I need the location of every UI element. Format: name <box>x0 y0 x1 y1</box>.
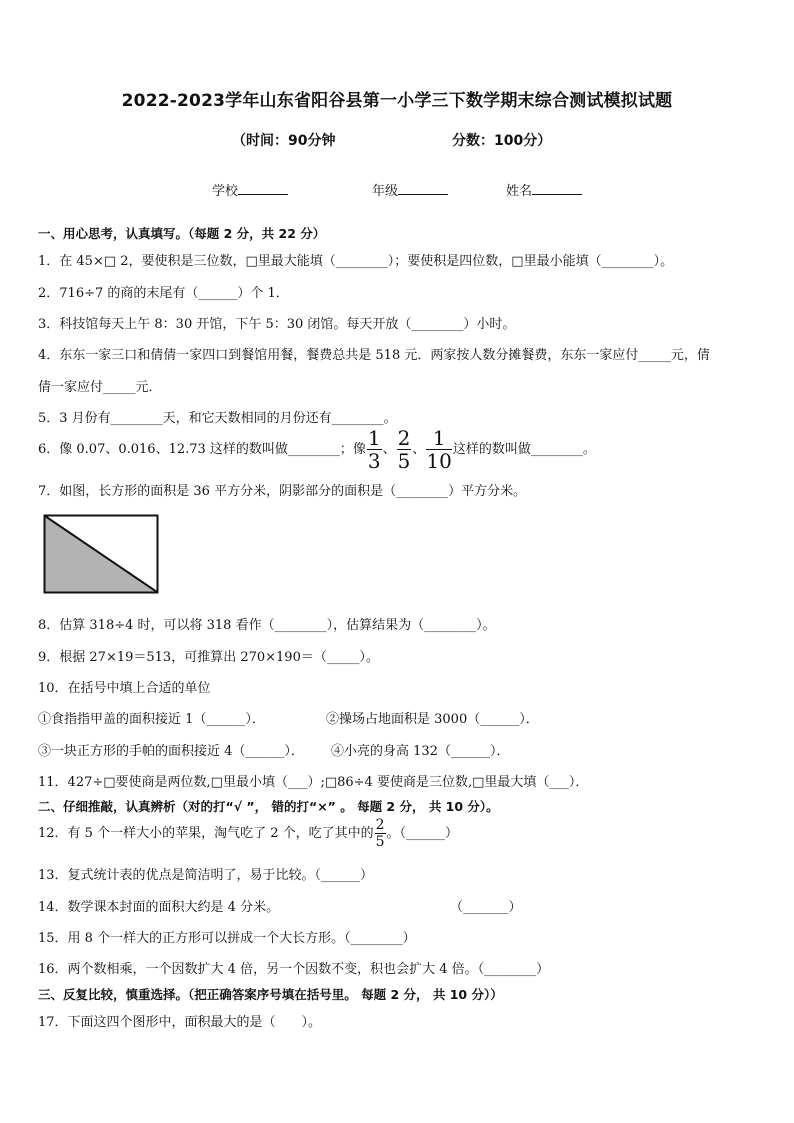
school-field <box>212 180 288 199</box>
question-3: 3．科技馆每天上午 8：30 开馆，下午 5：30 闭馆。每天开放（________）小时。 <box>38 317 516 332</box>
separator: 、 <box>412 442 426 457</box>
section-3-heading: 三、反复比较，慎重选择。（把正确答案序号填在括号里。 每题 2 分， 共 10 分）） <box>38 987 503 1002</box>
grade-field <box>372 180 448 199</box>
question-10: 10．在括号中填上合适的单位 <box>38 681 211 696</box>
section-1-heading: 一、用心思考，认真填写。（每题 2 分，共 22 分） <box>38 226 326 241</box>
separator: 、 <box>382 442 396 457</box>
question-15: 15．用 8 个一样大的正方形可以拼成一个大长方形。（________） <box>38 931 416 946</box>
question-11: 11．427÷□要使商是两位数,□里最小填（___）;□86÷4 要使商是三位数,□里最大填（___）． <box>38 775 589 790</box>
question-13: 13．复式统计表的优点是简洁明了，易于比较。（______） <box>38 868 374 883</box>
question-14-answer-blank[interactable]: （_______） <box>450 900 522 915</box>
question-6 <box>38 428 596 471</box>
question-6-text-b: 这样的数叫做________。 <box>452 442 596 457</box>
grade-label: 年级 <box>372 184 399 199</box>
question-12-text-a: 12．有 5 个一样大小的苹果，淘气吃了 2 个，吃了其中的 <box>38 826 374 841</box>
fraction-two-fifths-q12: $\frac{2}{5}$ <box>375 817 385 850</box>
fraction-two-fifths: $\frac{2}{5}$ <box>397 426 411 473</box>
fraction-one-third: $\frac{1}{3}$ <box>367 426 381 473</box>
name-blank[interactable] <box>532 181 582 195</box>
question-10-item-1: ①食指指甲盖的面积接近 1（______）． <box>38 712 265 727</box>
question-14: 14．数学课本封面的面积大约是 4 分米。 <box>38 900 280 915</box>
question-12 <box>38 818 458 849</box>
question-5: 5．3 月份有________天，和它天数相同的月份还有________。 <box>38 411 397 426</box>
name-label: 姓名 <box>506 184 533 199</box>
rectangle-figure <box>43 514 159 594</box>
question-10-item-2: ②操场占地面积是 3000（______）． <box>326 712 539 727</box>
question-6-text-a: 6．像 0.07、0.016、12.73 这样的数叫做________；像 <box>38 442 366 457</box>
question-16: 16．两个数相乘，一个因数扩大 4 倍，另一个因数不变，积也会扩大 4 倍。（________） <box>38 962 550 977</box>
exam-title: 2022-2023学年山东省阳谷县第一小学三下数学期末综合测试模拟试题 <box>121 91 673 111</box>
question-10-item-3: ③一块正方形的手帕的面积接近 4（______）． <box>38 744 304 759</box>
school-label: 学校 <box>212 184 239 199</box>
question-17: 17．下面这四个图形中，面积最大的是（ ）。 <box>38 1015 322 1030</box>
question-4-line-1: 4．东东一家三口和倩倩一家四口到餐馆用餐，餐费总共是 518 元．两家按人数分摊餐费，东东一家应付_____元，倩 <box>38 348 710 363</box>
question-7: 7．如图，长方形的面积是 36 平方分米，阴影部分的面积是（________）平方分米。 <box>38 484 527 499</box>
grade-blank[interactable] <box>398 181 448 195</box>
question-8: 8．估算 318÷4 时，可以将 318 看作（________），估算结果为（________）。 <box>38 618 496 633</box>
question-4-line-2: 倩一家应付_____元． <box>38 380 162 395</box>
exam-time: （时间：90分钟 <box>232 133 336 149</box>
exam-score: 分数：100分） <box>452 133 552 149</box>
question-10-item-4: ④小亮的身高 132（______）． <box>331 744 510 759</box>
question-12-text-b: 。（______） <box>386 826 459 841</box>
question-9: 9．根据 27×19＝513，可推算出 270×190＝（_____）。 <box>38 650 379 665</box>
question-2: 2．716÷7 的商的末尾有（______）个 1． <box>38 286 289 301</box>
name-field <box>506 180 582 199</box>
section-2-heading: 二、仔细推敲，认真辨析（对的打“√ ”， 错的打“×” 。 每题 2 分， 共 10 分）。 <box>38 799 499 814</box>
fraction-one-tenth: $\frac{1}{10}$ <box>426 426 452 473</box>
school-blank[interactable] <box>238 181 288 195</box>
question-1: 1．在 45×□ 2，要使积是三位数，□里最大能填（________）；要使积是四位数，□里最小能填（________）。 <box>38 254 674 269</box>
